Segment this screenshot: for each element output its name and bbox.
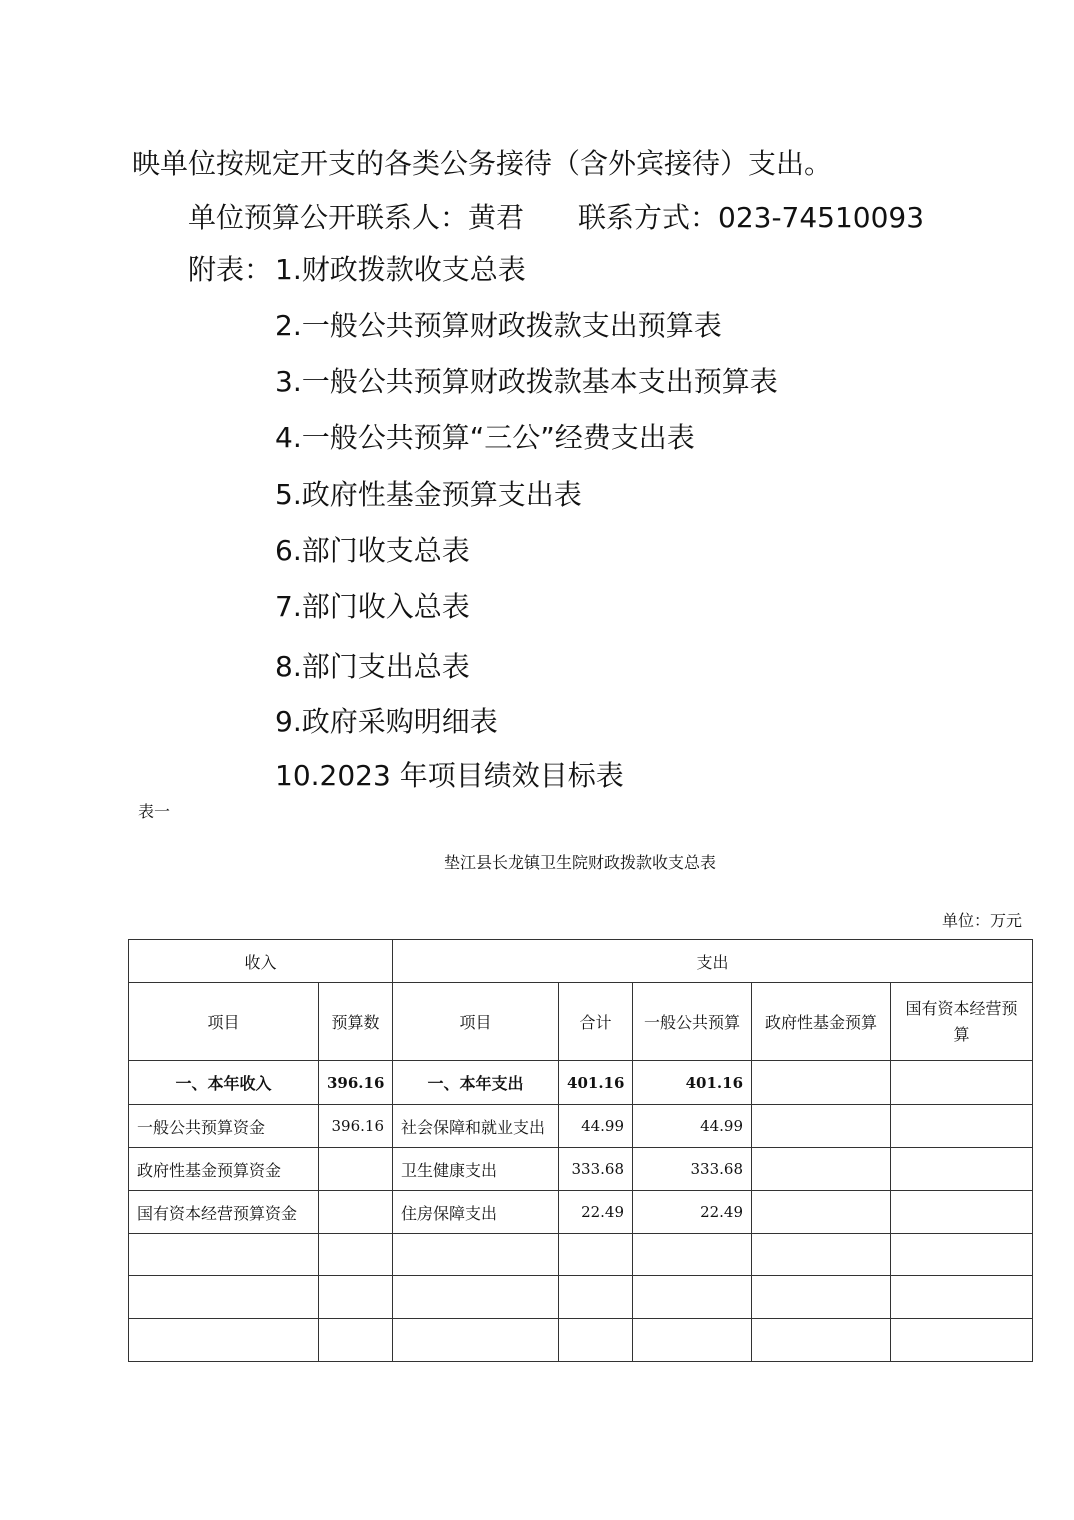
table-cell: 卫生健康支出: [393, 1148, 559, 1191]
table-cell: [891, 1061, 1033, 1105]
table-cell: [891, 1276, 1033, 1319]
table-cell: [752, 1105, 891, 1148]
appendix-item: 1.财政拨款收支总表: [275, 253, 526, 286]
table-row: [129, 1191, 1033, 1234]
table-cell: 社会保障和就业支出: [393, 1105, 559, 1148]
table-cell: [891, 1191, 1033, 1234]
contact-phone: 联系方式：023-74510093: [578, 201, 925, 234]
table-cell: [633, 1276, 752, 1319]
table-cell: [891, 1319, 1033, 1362]
table-cell: [891, 1148, 1033, 1191]
table-cell: [891, 1105, 1033, 1148]
table-cell: 国有资本经营预算资金: [129, 1191, 319, 1234]
column-header: 政府性基金预算: [752, 983, 891, 1061]
column-header: 项目: [129, 983, 319, 1061]
table-cell: [319, 1191, 393, 1234]
table-cell: [752, 1148, 891, 1191]
column-header: 一般公共预算: [633, 983, 752, 1061]
table-cell: [393, 1276, 559, 1319]
group-header-expense: 支出: [393, 940, 1033, 983]
column-header: 国有资本经营预算: [891, 983, 1033, 1061]
budget-table: [128, 939, 1033, 1362]
table-cell: 22.49: [559, 1191, 633, 1234]
paragraph-line: 映单位按规定开支的各类公务接待（含外宾接待）支出。: [132, 147, 833, 180]
column-header: 项目: [393, 983, 559, 1061]
table-cell: [129, 1276, 319, 1319]
table-cell: 401.16: [559, 1061, 633, 1105]
table-row: [129, 1319, 1033, 1362]
group-header-income: 收入: [129, 940, 393, 983]
appendix-item: 6.部门收支总表: [275, 534, 470, 567]
contact-person: 单位预算公开联系人：黄君: [188, 201, 525, 234]
table-cell: [319, 1148, 393, 1191]
table-cell: [891, 1234, 1033, 1276]
table-cell: [559, 1276, 633, 1319]
table-title: 垫江县长龙镇卫生院财政拨款收支总表: [443, 853, 716, 872]
table-cell: 333.68: [633, 1148, 752, 1191]
table-cell: 政府性基金预算资金: [129, 1148, 319, 1191]
table-cell: [559, 1319, 633, 1362]
table-cell: [319, 1319, 393, 1362]
appendix-item: 2.一般公共预算财政拨款支出预算表: [275, 309, 722, 342]
table-cell: 333.68: [559, 1148, 633, 1191]
table-cell: 396.16: [319, 1061, 393, 1105]
appendix-item: 4.一般公共预算“三公”经费支出表: [275, 421, 695, 454]
column-header: 合计: [559, 983, 633, 1061]
table-cell: [752, 1319, 891, 1362]
table-cell: [633, 1234, 752, 1276]
table-cell: 44.99: [559, 1105, 633, 1148]
table-cell: 396.16: [319, 1105, 393, 1148]
unit-label: 单位：万元: [941, 911, 1022, 930]
table-cell: [319, 1276, 393, 1319]
table-cell: [752, 1276, 891, 1319]
table-group-header-row: [129, 940, 1033, 983]
table-cell: [752, 1234, 891, 1276]
table-row: [129, 1234, 1033, 1276]
table-cell: [393, 1319, 559, 1362]
table-row: [129, 1105, 1033, 1148]
appendix-item: 8.部门支出总表: [275, 650, 470, 683]
table-cell: 401.16: [633, 1061, 752, 1105]
table-cell: 一、本年收入: [129, 1061, 319, 1105]
appendix-item: 9.政府采购明细表: [275, 705, 498, 738]
column-header: 预算数: [319, 983, 393, 1061]
table-tag: 表一: [138, 802, 171, 821]
table-cell: [129, 1319, 319, 1362]
table-cell: [633, 1319, 752, 1362]
appendix-label: 附表：: [188, 253, 273, 286]
appendix-item: 3.一般公共预算财政拨款基本支出预算表: [275, 365, 778, 398]
table-cell: [559, 1234, 633, 1276]
table-cell: 44.99: [633, 1105, 752, 1148]
table-cell: [393, 1234, 559, 1276]
table-cell: [752, 1061, 891, 1105]
table-cell: 住房保障支出: [393, 1191, 559, 1234]
table-row: [129, 1276, 1033, 1319]
table-cell: [129, 1234, 319, 1276]
table-cell: 一、本年支出: [393, 1061, 559, 1105]
appendix-item: 7.部门收入总表: [275, 590, 470, 623]
appendix-item: 5.政府性基金预算支出表: [275, 478, 582, 511]
table-header-row: [129, 983, 1033, 1061]
table-cell: 一般公共预算资金: [129, 1105, 319, 1148]
table-cell: [319, 1234, 393, 1276]
appendix-item: 10.2023 年项目绩效目标表: [275, 759, 624, 792]
table-cell: [752, 1191, 891, 1234]
table-cell: 22.49: [633, 1191, 752, 1234]
table-row: [129, 1061, 1033, 1105]
table-row: [129, 1148, 1033, 1191]
